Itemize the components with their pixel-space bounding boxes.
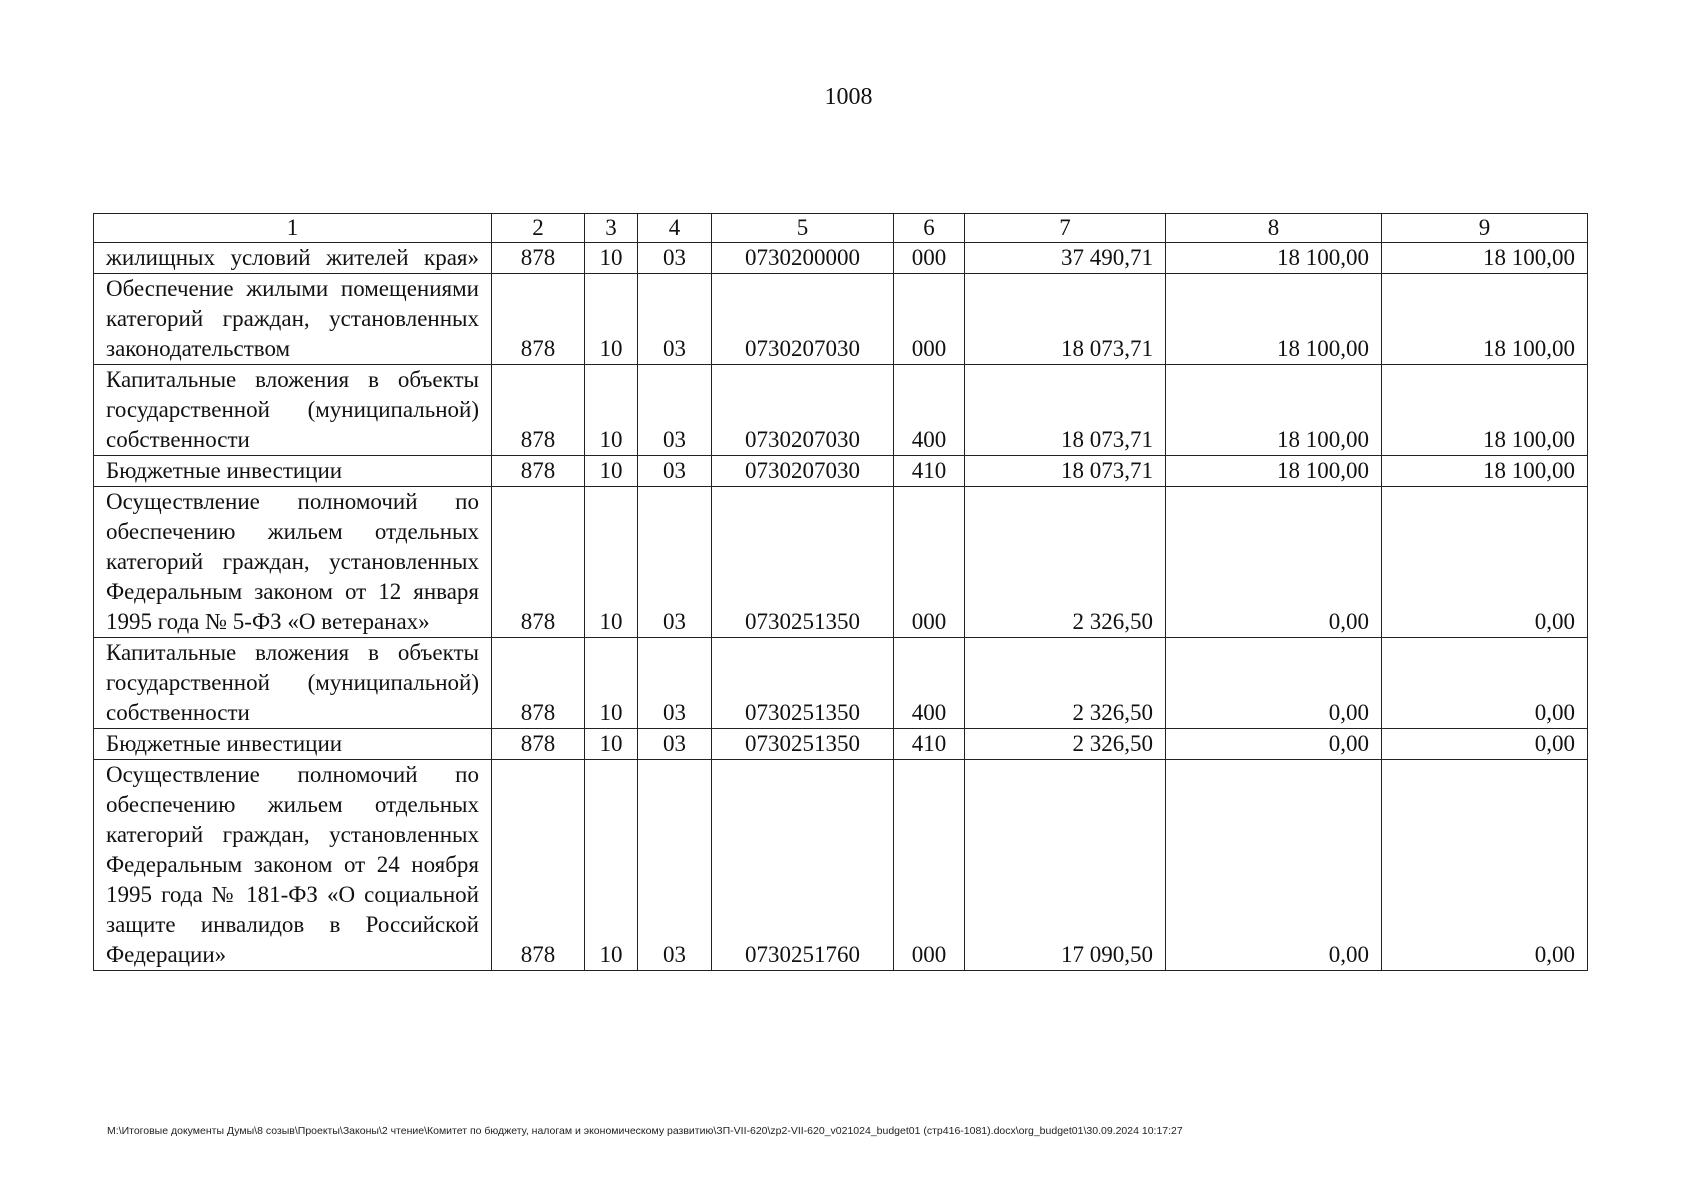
header-cell: 9 (1382, 214, 1588, 243)
code-cell: 000 (894, 487, 965, 638)
code-cell: 10 (585, 274, 638, 365)
code-cell: 03 (638, 760, 712, 971)
code-cell: 878 (492, 760, 585, 971)
item-name-cell: Осуществление полномочий по обеспечению жильем отдельных категорий граждан, установленных Федеральным законом от 24 ноября 1995 года № 181-ФЗ «О социальной защите инвалидов в Российской Федерации» (94, 760, 492, 971)
header-cell: 1 (94, 214, 492, 243)
code-cell: 10 (585, 729, 638, 760)
code-cell: 03 (638, 456, 712, 487)
amount-cell: 18 100,00 (1166, 274, 1382, 365)
code-cell: 03 (638, 487, 712, 638)
code-cell: 03 (638, 638, 712, 729)
header-row (94, 214, 1588, 243)
code-cell: 0730207030 (712, 274, 894, 365)
amount-cell: 18 100,00 (1166, 456, 1382, 487)
header-cell: 8 (1166, 214, 1382, 243)
page-number: 1008 (824, 84, 873, 110)
table-row (94, 487, 1588, 638)
amount-cell: 0,00 (1382, 638, 1588, 729)
code-cell: 03 (638, 243, 712, 274)
table-row (94, 638, 1588, 729)
amount-cell: 18 073,71 (965, 365, 1166, 456)
header-cell: 4 (638, 214, 712, 243)
code-cell: 10 (585, 638, 638, 729)
header-cell: 5 (712, 214, 894, 243)
code-cell: 878 (492, 456, 585, 487)
item-name-cell: Капитальные вложения в объекты государственной (муниципальной) собственности (94, 638, 492, 729)
table-row (94, 365, 1588, 456)
amount-cell: 0,00 (1166, 729, 1382, 760)
code-cell: 410 (894, 729, 965, 760)
budget-table (93, 213, 1588, 971)
code-cell: 10 (585, 243, 638, 274)
amount-cell: 18 100,00 (1382, 365, 1588, 456)
code-cell: 0730207030 (712, 456, 894, 487)
amount-cell: 0,00 (1382, 760, 1588, 971)
item-name-cell: Бюджетные инвестиции (94, 729, 492, 760)
amount-cell: 0,00 (1382, 487, 1588, 638)
item-name-cell: Осуществление полномочий по обеспечению жильем отдельных категорий граждан, установленных Федеральным законом от 12 января 1995 года № 5-ФЗ «О ветеранах» (94, 487, 492, 638)
amount-cell: 18 073,71 (965, 274, 1166, 365)
code-cell: 10 (585, 487, 638, 638)
code-cell: 03 (638, 274, 712, 365)
code-cell: 878 (492, 729, 585, 760)
header-cell: 3 (585, 214, 638, 243)
header-cell: 2 (492, 214, 585, 243)
amount-cell: 18 100,00 (1166, 243, 1382, 274)
item-name-cell: Капитальные вложения в объекты государственной (муниципальной) собственности (94, 365, 492, 456)
item-name-cell: Обеспечение жилыми помещениями категорий граждан, установленных законодательством (94, 274, 492, 365)
table-row (94, 274, 1588, 365)
code-cell: 0730200000 (712, 243, 894, 274)
code-cell: 878 (492, 487, 585, 638)
amount-cell: 18 100,00 (1382, 274, 1588, 365)
code-cell: 0730207030 (712, 365, 894, 456)
code-cell: 878 (492, 274, 585, 365)
code-cell: 000 (894, 243, 965, 274)
code-cell: 000 (894, 274, 965, 365)
code-cell: 878 (492, 638, 585, 729)
code-cell: 0730251350 (712, 638, 894, 729)
item-name-cell: жилищных условий жителей края» (94, 243, 492, 274)
header-cell: 6 (894, 214, 965, 243)
table-row (94, 760, 1588, 971)
code-cell: 878 (492, 365, 585, 456)
code-cell: 10 (585, 760, 638, 971)
code-cell: 0730251760 (712, 760, 894, 971)
code-cell: 0730251350 (712, 487, 894, 638)
table-row (94, 729, 1588, 760)
amount-cell: 0,00 (1382, 729, 1588, 760)
code-cell: 400 (894, 638, 965, 729)
amount-cell: 2 326,50 (965, 638, 1166, 729)
amount-cell: 0,00 (1166, 760, 1382, 971)
amount-cell: 0,00 (1166, 487, 1382, 638)
code-cell: 03 (638, 729, 712, 760)
amount-cell: 18 073,71 (965, 456, 1166, 487)
table-row (94, 243, 1588, 274)
item-name-cell: Бюджетные инвестиции (94, 456, 492, 487)
code-cell: 10 (585, 365, 638, 456)
table-row (94, 456, 1588, 487)
amount-cell: 18 100,00 (1382, 243, 1588, 274)
code-cell: 878 (492, 243, 585, 274)
code-cell: 400 (894, 365, 965, 456)
amount-cell: 0,00 (1166, 638, 1382, 729)
amount-cell: 18 100,00 (1382, 456, 1588, 487)
amount-cell: 37 490,71 (965, 243, 1166, 274)
amount-cell: 2 326,50 (965, 729, 1166, 760)
file-path-footer: M:\Итоговые документы Думы\8 созыв\Проекты\Законы\2 чтение\Комитет по бюджету, налогам и экономическому развитию\ЗП-VII-620\zp2-VII-620_v021024_budget01 (стр416-1081).docx\org_budget01\30.09.2024 10:17:27 (107, 1125, 1183, 1137)
code-cell: 000 (894, 760, 965, 971)
code-cell: 03 (638, 365, 712, 456)
amount-cell: 2 326,50 (965, 487, 1166, 638)
amount-cell: 17 090,50 (965, 760, 1166, 971)
code-cell: 410 (894, 456, 965, 487)
code-cell: 0730251350 (712, 729, 894, 760)
code-cell: 10 (585, 456, 638, 487)
amount-cell: 18 100,00 (1166, 365, 1382, 456)
header-cell: 7 (965, 214, 1166, 243)
